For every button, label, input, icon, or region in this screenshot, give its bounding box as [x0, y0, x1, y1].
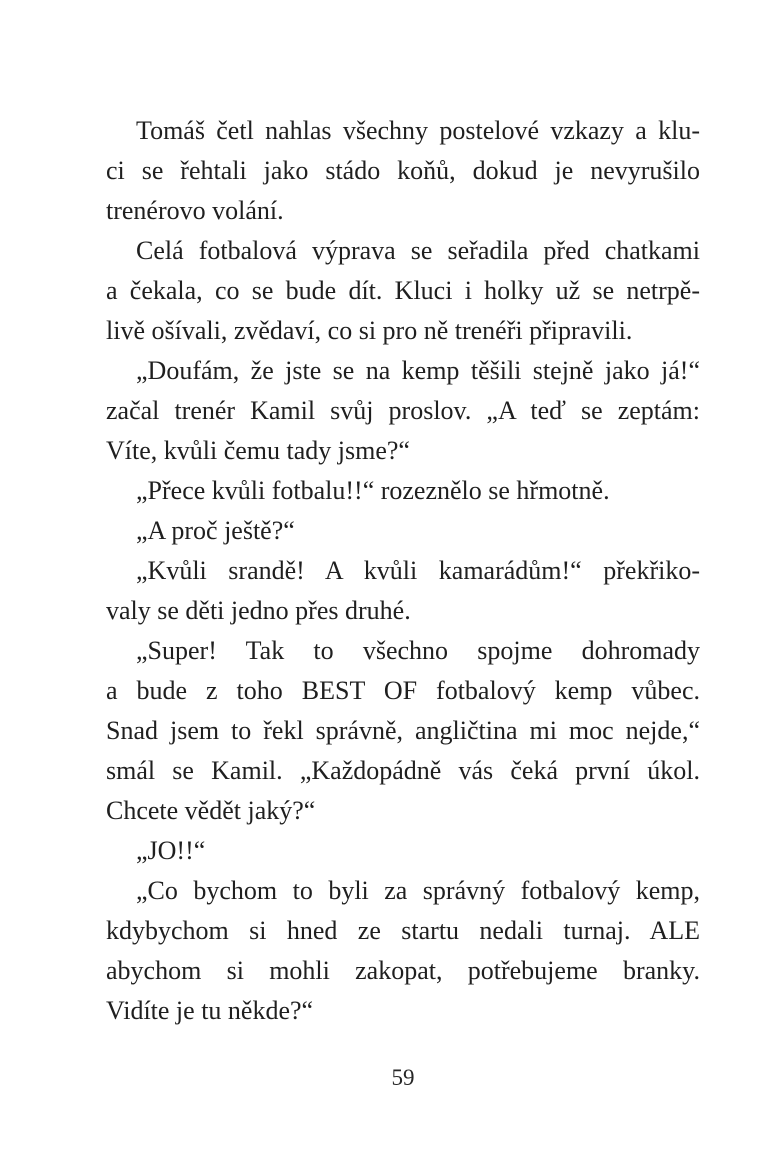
text-line: „Kvůli srandě! A kvůli kamarádům!“ překřiko- — [136, 556, 700, 585]
paragraph — [106, 871, 700, 1031]
paragraph — [106, 511, 700, 551]
text-line: smál se Kamil. „Každopádně vás čeká první úkol. — [106, 756, 700, 785]
text-line: „A proč ještě?“ — [136, 516, 295, 545]
text-line: „Super! Tak to všechno spojme dohromady — [136, 636, 700, 665]
text-line: a čekala, co se bude dít. Kluci i holky už se netrpě- — [106, 276, 700, 305]
paragraph — [106, 831, 700, 871]
text-line: Celá fotbalová výprava se seřadila před chatkami — [136, 236, 700, 265]
text-line: začal trenér Kamil svůj proslov. „A teď se zeptám: — [106, 396, 700, 425]
text-line: „Přece kvůli fotbalu!!“ rozeznělo se hřmotně. — [136, 476, 610, 505]
body-text — [106, 111, 700, 1031]
text-line: ci se řehtali jako stádo koňů, dokud je nevyrušilo — [106, 156, 700, 185]
page-number: 59 — [391, 1065, 415, 1090]
paragraph — [106, 551, 700, 631]
text-line: kdybychom si hned ze startu nedali turnaj. ALE — [106, 916, 700, 945]
text-line: Víte, kvůli čemu tady jsme?“ — [106, 436, 410, 465]
text-line: livě ošívali, zvědaví, co si pro ně trenéři připravili. — [106, 316, 633, 345]
text-line: Tomáš četl nahlas všechny postelové vzkazy a klu- — [136, 116, 700, 145]
text-line: trenérovo volání. — [106, 196, 284, 225]
paragraph — [106, 231, 700, 351]
text-line: Chcete vědět jaký?“ — [106, 796, 316, 825]
paragraph — [106, 471, 700, 511]
text-line: a bude z toho BEST OF fotbalový kemp vůbec. — [106, 676, 700, 705]
paragraph — [106, 631, 700, 831]
text-line: „Co bychom to byli za správný fotbalový kemp, — [136, 876, 700, 905]
text-line: „Doufám, že jste se na kemp těšili stejně jako já!“ — [136, 356, 700, 385]
text-line: Snad jsem to řekl správně, angličtina mi moc nejde,“ — [106, 716, 700, 745]
text-line: abychom si mohli zakopat, potřebujeme branky. — [106, 956, 700, 985]
text-line: valy se děti jedno přes druhé. — [106, 596, 411, 625]
paragraph — [106, 111, 700, 231]
paragraph — [106, 351, 700, 471]
text-line: „JO!!“ — [136, 836, 206, 865]
text-line: Vidíte je tu někde?“ — [106, 996, 314, 1025]
